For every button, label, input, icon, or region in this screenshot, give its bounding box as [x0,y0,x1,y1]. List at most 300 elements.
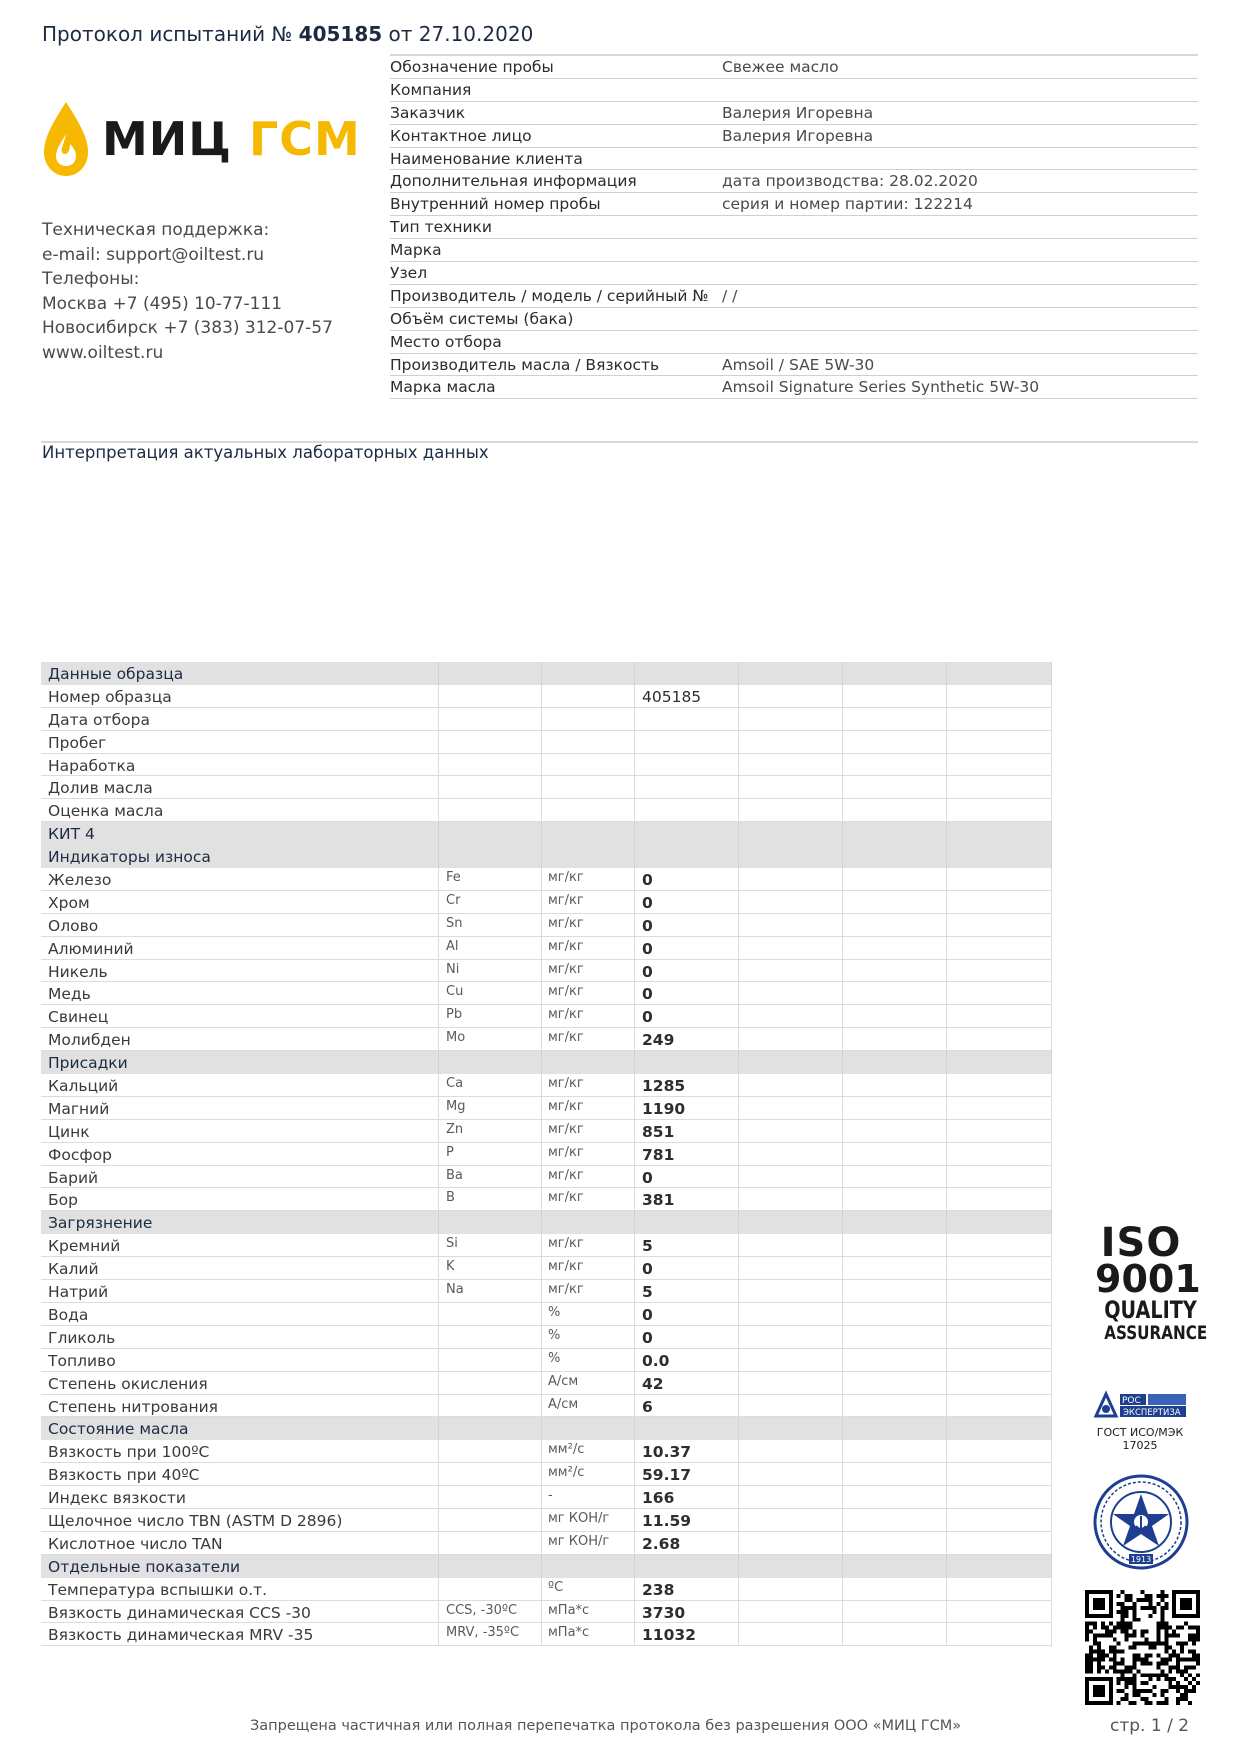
parameter-value: 5 [642,1283,653,1302]
phone-novosibirsk: Новосибирск +7 (383) 312-07-57 [42,318,333,338]
table-cell [41,1257,439,1279]
parameter-unit: % [548,1327,561,1343]
table-cell [41,1120,439,1142]
table-cell [843,1257,947,1279]
table-cell [947,799,1052,821]
table-cell [947,685,1052,707]
iso-text: ISO [1100,1220,1182,1266]
parameter-name: Вязкость динамическая MRV -35 [48,1626,314,1645]
table-cell [947,776,1052,798]
table-cell [635,1417,739,1440]
table-cell [843,754,947,776]
parameter-unit: мг/кг [548,938,584,954]
qr-code[interactable] [1085,1590,1200,1705]
info-row [390,354,1198,377]
table-cell [542,1211,635,1234]
table-cell [635,754,739,776]
info-value: серия и номер партии: 122214 [722,195,973,214]
company-logo [42,98,361,178]
parameter-name: Степень окисления [48,1374,208,1393]
table-cell [843,731,947,753]
table-cell [739,1143,843,1165]
parameter-symbol: Ba [446,1167,463,1183]
parameter-unit: мг/кг [548,1167,584,1183]
parameter-unit: мПа*с [548,1625,590,1641]
parameter-symbol: MRV, -35ºC [446,1625,520,1641]
parameter-value: 0 [642,871,653,890]
table-row [41,1440,1052,1463]
table-cell [739,1440,843,1462]
parameter-value: 381 [642,1191,675,1210]
parameter-name: Оценка масла [48,802,164,821]
table-cell [739,1555,843,1578]
table-cell [739,1097,843,1119]
table-cell [739,1234,843,1256]
parameter-name: Гликоль [48,1328,116,1347]
table-cell [947,1532,1052,1554]
table-cell [542,662,635,685]
table-row [41,1074,1052,1097]
parameter-unit: мПа*с [548,1602,590,1618]
parameter-value: 405185 [642,687,702,706]
parameter-unit: % [548,1350,561,1366]
info-value: Amsoil / SAE 5W-30 [722,355,875,374]
table-cell [635,1051,739,1074]
table-row [41,1349,1052,1372]
table-cell [41,1188,439,1210]
parameter-value: 166 [642,1489,675,1508]
table-row [41,1601,1052,1624]
parameter-value: 1285 [642,1077,686,1096]
table-cell [947,1417,1052,1440]
info-row [390,79,1198,102]
table-cell [947,662,1052,685]
phone-moscow: Москва +7 (495) 10-77-111 [42,293,283,314]
table-row [41,982,1052,1005]
info-row [390,125,1198,148]
table-row [41,891,1052,914]
iso-number: 9001 [1095,1257,1201,1301]
table-cell [739,1188,843,1210]
parameter-name: Олово [48,916,99,935]
table-cell [843,1486,947,1508]
iso-9001-badge [1095,1220,1208,1344]
table-cell [635,1211,739,1234]
table-cell [439,1211,542,1234]
table-cell [843,685,947,707]
table-row [41,960,1052,983]
parameter-symbol: Sn [446,915,463,931]
table-row [41,1097,1052,1120]
table-cell [947,1509,1052,1531]
parameter-symbol: Cr [446,892,461,908]
table-row [41,1395,1052,1418]
table-cell [739,1051,843,1074]
parameter-value: 59.17 [642,1466,692,1485]
parameter-value: 0 [642,1008,653,1027]
table-cell [439,1440,542,1462]
table-cell [947,1120,1052,1142]
info-label: Заказчик [390,103,466,122]
table-cell [739,868,843,890]
table-row [41,914,1052,937]
table-cell [843,937,947,959]
info-row [390,285,1198,308]
parameter-unit: А/см [548,1396,579,1412]
table-cell [739,982,843,1004]
ros-tag: РОС [1122,1396,1141,1406]
table-cell [542,776,635,798]
parameter-name: Вязкость при 100ºC [48,1443,210,1462]
info-value: Свежее масло [722,58,839,76]
parameter-unit: мг/кг [548,1282,584,1298]
parameter-value: 0 [642,1168,653,1187]
table-cell [843,1463,947,1485]
parameter-value: 781 [642,1145,675,1164]
info-row [390,56,1198,79]
table-cell [843,891,947,913]
table-cell [739,891,843,913]
table-row [41,1257,1052,1280]
support-block [42,218,333,365]
info-label: Тип техники [390,218,492,237]
table-cell [542,1486,635,1508]
table-section-row [41,662,1052,685]
table-cell [947,982,1052,1004]
table-cell [41,914,439,936]
table-cell [843,1440,947,1462]
table-cell [635,822,739,845]
table-row [41,1143,1052,1166]
table-row [41,1463,1052,1486]
parameter-unit: мг/кг [548,961,584,977]
table-cell [439,1486,542,1508]
info-label: Марка масла [390,378,496,397]
table-cell [947,1555,1052,1578]
table-cell [843,1166,947,1188]
table-cell [739,1303,843,1325]
info-value: дата производства: 28.02.2020 [722,172,978,191]
table-cell [947,937,1052,959]
info-row [390,216,1198,239]
info-label: Марка [390,241,442,260]
parameter-unit: мг/кг [548,870,584,886]
info-value: Валерия Игоревна [722,126,874,145]
interpretation-heading: Интерпретация актуальных лабораторных данных [42,443,489,462]
table-cell [843,1349,947,1371]
table-cell [843,1372,947,1394]
title-prefix: Протокол испытаний № [42,22,293,46]
parameter-symbol: K [446,1259,455,1275]
table-row [41,1486,1052,1509]
parameter-symbol: Mg [446,1098,466,1114]
info-label: Место отбора [390,332,502,351]
table-cell [739,914,843,936]
parameter-unit: мг/кг [548,1121,584,1137]
parameter-name: Хром [48,893,90,912]
parameter-value: 0 [642,1260,653,1279]
info-label: Узел [390,264,428,283]
parameter-symbol: Ca [446,1076,464,1092]
table-section-row [41,822,1052,845]
info-value: / / [722,286,738,305]
info-row [390,148,1198,171]
parameter-unit: мг/кг [548,1098,584,1114]
table-cell [542,822,635,845]
table-cell [439,1532,542,1554]
parameter-name: Железо [48,871,112,890]
section-title: Состояние масла [48,1420,189,1439]
parameter-name: Наработка [48,756,136,775]
table-cell [542,685,635,707]
table-row [41,1280,1052,1303]
parameter-name: Вязкость при 40ºC [48,1466,200,1485]
table-cell [739,1417,843,1440]
table-cell [843,1188,947,1210]
parameter-symbol: Mo [446,1030,466,1046]
results-table [41,662,1052,1646]
parameter-symbol: Al [446,938,459,954]
table-row [41,1623,1052,1646]
table-cell [947,708,1052,730]
info-label: Производитель / модель / серийный № [390,286,709,305]
parameter-value: 11.59 [642,1511,692,1530]
parameter-unit: мг/кг [548,1030,584,1046]
table-cell [843,845,947,868]
parameter-value: 10.37 [642,1443,692,1462]
table-cell [947,1028,1052,1050]
parameter-value: 6 [642,1397,653,1416]
table-cell [439,1326,542,1348]
section-title: Присадки [48,1054,128,1073]
parameter-symbol: Na [446,1282,464,1298]
table-cell [439,799,542,821]
table-cell [439,685,542,707]
table-cell [542,1555,635,1578]
parameter-unit: % [548,1304,561,1320]
info-label: Внутренний номер пробы [390,195,601,214]
parameter-name: Степень нитрования [48,1397,218,1416]
table-cell [947,845,1052,868]
parameter-name: Калий [48,1260,99,1279]
table-cell [739,1463,843,1485]
table-cell [439,708,542,730]
table-cell [439,1303,542,1325]
info-label: Наименование клиента [390,149,583,168]
table-cell [843,868,947,890]
parameter-value: 1190 [642,1099,686,1118]
table-cell [41,1303,439,1325]
table-row [41,754,1052,777]
parameter-name: Молибден [48,1031,131,1050]
table-row [41,1372,1052,1395]
table-cell [542,708,635,730]
parameter-value: 0 [642,962,653,981]
table-cell [947,960,1052,982]
table-cell [635,776,739,798]
parameter-name: Барий [48,1168,99,1187]
iso-assurance: ASSURANCE [1104,1322,1208,1344]
table-cell [947,1257,1052,1279]
info-label: Контактное лицо [390,126,532,145]
table-cell [739,1257,843,1279]
table-cell [843,1097,947,1119]
table-section-row [41,845,1052,868]
table-cell [739,1280,843,1302]
protocol-date: от 27.10.2020 [388,22,534,46]
support-heading: Техническая поддержка: [42,220,270,240]
table-cell [947,1211,1052,1234]
table-cell [947,1395,1052,1417]
parameter-symbol: Fe [446,870,461,886]
table-cell [843,1051,947,1074]
info-row [390,239,1198,262]
table-cell [739,799,843,821]
table-cell [41,982,439,1004]
table-cell [439,1349,542,1371]
parameter-name: Алюминий [48,939,134,958]
gost-label: ГОСТ ИСО/МЭК [1096,1426,1184,1439]
parameter-unit: мг КОН/г [548,1533,610,1549]
table-cell [843,1211,947,1234]
parameter-unit: мг/кг [548,915,584,931]
table-cell [947,914,1052,936]
ros-logo-icon [1092,1390,1188,1420]
table-section-row [41,1555,1052,1578]
table-row [41,708,1052,731]
info-row [390,308,1198,331]
table-cell [843,1623,947,1645]
table-cell [843,776,947,798]
table-cell [739,1372,843,1394]
table-cell [739,708,843,730]
table-cell [439,1395,542,1417]
parameter-value: 42 [642,1374,664,1393]
parameter-symbol: CCS, -30ºC [446,1602,518,1618]
table-row [41,776,1052,799]
table-cell [739,1578,843,1600]
parameter-value: 0 [642,1328,653,1347]
info-label: Дополнительная информация [390,172,637,191]
table-cell [739,1166,843,1188]
table-cell [947,1303,1052,1325]
table-cell [843,1555,947,1578]
register-seal-icon [1093,1474,1189,1570]
parameter-name: Кислотное число TAN [48,1534,223,1553]
table-cell [947,1166,1052,1188]
table-cell [947,891,1052,913]
table-cell [947,822,1052,845]
table-row [41,1166,1052,1189]
parameter-name: Бор [48,1191,78,1210]
table-row [41,1532,1052,1555]
table-cell [947,1463,1052,1485]
info-value: Amsoil Signature Series Synthetic 5W-30 [722,378,1040,397]
info-row [390,331,1198,354]
parameter-name: Кремний [48,1237,121,1256]
parameter-name: Номер образца [48,687,172,706]
table-cell [635,708,739,730]
support-email[interactable]: e-mail: support@oiltest.ru [42,244,265,265]
table-cell [843,1074,947,1096]
table-row [41,1578,1052,1601]
table-cell [947,1188,1052,1210]
table-row [41,1509,1052,1532]
table-row [41,1005,1052,1028]
table-cell [739,845,843,868]
info-row [390,376,1198,399]
table-cell [947,1326,1052,1348]
parameter-name: Никель [48,962,108,981]
table-cell [41,1166,439,1188]
table-cell [439,822,542,845]
table-cell [947,731,1052,753]
table-cell [542,1417,635,1440]
website-link[interactable]: www.oiltest.ru [42,342,164,363]
table-cell [947,1486,1052,1508]
table-cell [843,1417,947,1440]
table-cell [947,1280,1052,1302]
table-cell [843,708,947,730]
parameter-unit: мг/кг [548,984,584,1000]
parameter-unit: мг/кг [548,1076,584,1092]
info-row [390,170,1198,193]
parameter-name: Цинк [48,1122,90,1141]
table-cell [843,1532,947,1554]
section-title: Отдельные показатели [48,1557,241,1576]
table-cell [439,1143,542,1165]
gost-number: 17025 [1122,1439,1158,1452]
table-row [41,1188,1052,1211]
table-cell [635,799,739,821]
table-cell [843,960,947,982]
table-cell [947,1601,1052,1623]
table-section-row [41,1211,1052,1234]
ros-text: ЭКСПЕРТИЗА [1123,1408,1181,1418]
phones-heading: Телефоны: [42,269,140,289]
table-row [41,1120,1052,1143]
parameter-unit: мг/кг [548,1236,584,1252]
table-cell [739,1623,843,1645]
parameter-value: 0 [642,985,653,1004]
table-cell [739,1532,843,1554]
parameter-name: Индекс вязкости [48,1489,186,1508]
table-cell [739,1486,843,1508]
parameter-unit: ºC [548,1579,564,1595]
table-cell [843,1028,947,1050]
table-cell [947,1234,1052,1256]
table-cell [739,1028,843,1050]
section-title: КИТ 4 [48,825,95,844]
table-cell [947,1074,1052,1096]
info-row [390,262,1198,285]
table-cell [739,822,843,845]
table-cell [947,1372,1052,1394]
table-row [41,1234,1052,1257]
ros-expertiza-badge [1090,1390,1190,1452]
table-row [41,685,1052,708]
parameter-name: Медь [48,985,91,1004]
table-cell [843,822,947,845]
parameter-value: 0.0 [642,1351,670,1370]
section-title: Данные образца [48,665,184,683]
table-cell [843,799,947,821]
parameter-name: Дата отбора [48,710,150,729]
table-cell [843,1395,947,1417]
table-cell [843,1143,947,1165]
table-cell [739,685,843,707]
table-cell [947,754,1052,776]
